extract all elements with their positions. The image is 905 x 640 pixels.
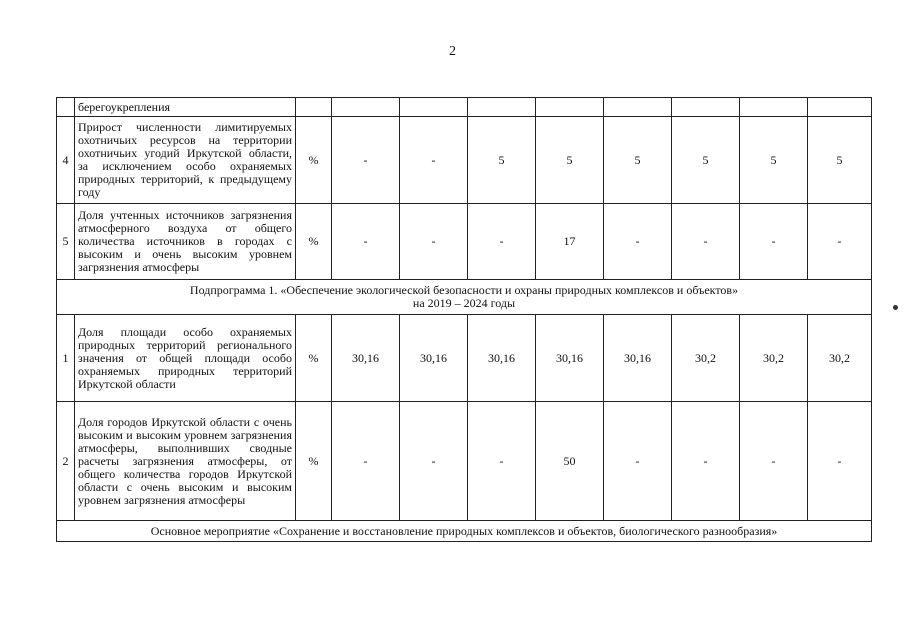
indicator-name: Доля площади особо охраняемых природных территорий регионального значения от общей площади особо охраняемых природных территорий Иркутской области [75,315,296,402]
subprogram-title-line1: Подпрограмма 1. «Обеспечение экологической безопасности и охраны природных комплексов и объектов» [189,283,739,297]
value-cell: 5 [536,117,604,204]
value-cell: 30,16 [468,315,536,402]
value-cell: 5 [604,117,672,204]
value-cell [604,98,672,117]
value-cell [400,98,468,117]
value-cell: 30,16 [332,315,400,402]
value-cell: - [468,204,536,280]
value-cell: 5 [672,117,740,204]
value-cell: - [672,204,740,280]
value-cell: - [400,402,468,521]
value-cell: - [672,402,740,521]
value-cell: - [332,204,400,280]
value-cell: - [740,204,808,280]
row-number [57,98,75,117]
value-cell: - [808,402,872,521]
value-cell: - [604,204,672,280]
value-cell: 30,2 [808,315,872,402]
value-cell: 5 [740,117,808,204]
row-number: 1 [57,315,75,402]
value-cell [672,98,740,117]
table-row [57,98,872,117]
subprogram-title [57,280,872,315]
value-cell: - [808,204,872,280]
main-activity-title: Основное мероприятие «Сохранение и восстановление природных комплексов и объектов, биологического разнообразия» [57,521,872,542]
table-row [57,315,872,402]
value-cell: 30,2 [672,315,740,402]
indicator-name: Доля городов Иркутской области с очень высоким и высоким уровнем загрязнения атмосферы, выполнивших сводные расчеты загрязнения атмосферы, от общего количества городов Иркутской области с очень высоким и высоким уровнем загрязнения атмосферы [75,402,296,521]
unit-cell: % [296,315,332,402]
value-cell: 30,16 [400,315,468,402]
value-cell: - [400,204,468,280]
unit-cell: % [296,402,332,521]
main-activity-row [57,521,872,542]
value-cell [740,98,808,117]
margin-dot-mark [893,305,898,310]
value-cell [536,98,604,117]
page-number: 2 [449,44,456,59]
value-cell [808,98,872,117]
subprogram-title-line2: на 2019 – 2024 годы [412,296,516,310]
indicator-name: Доля учтенных источников загрязнения атмосферного воздуха от общего количества источников в городах с высоким и очень высоким уровнем загрязнения атмосферы [75,204,296,280]
value-cell: 5 [468,117,536,204]
unit-cell [296,98,332,117]
value-cell [332,98,400,117]
value-cell: - [332,402,400,521]
value-cell: 30,16 [536,315,604,402]
value-cell: 17 [536,204,604,280]
table-row [57,117,872,204]
table-row [57,402,872,521]
row-number: 2 [57,402,75,521]
value-cell: - [468,402,536,521]
value-cell: 30,16 [604,315,672,402]
row-number: 4 [57,117,75,204]
value-cell: - [400,117,468,204]
indicators-table [56,97,872,542]
subprogram-row [57,280,872,315]
unit-cell: % [296,204,332,280]
value-cell: 5 [808,117,872,204]
value-cell: 50 [536,402,604,521]
value-cell: - [604,402,672,521]
unit-cell: % [296,117,332,204]
value-cell [468,98,536,117]
indicator-name: Прирост численности лимитируемых охотничьих ресурсов на территории охотничьих угодий Иркутской области, за исключением особо охраняемых природных территорий, к предыдущему году [75,117,296,204]
value-cell: - [740,402,808,521]
indicator-name: берегоукрепления [75,98,296,117]
value-cell: 30,2 [740,315,808,402]
table-row [57,204,872,280]
value-cell: - [332,117,400,204]
row-number: 5 [57,204,75,280]
